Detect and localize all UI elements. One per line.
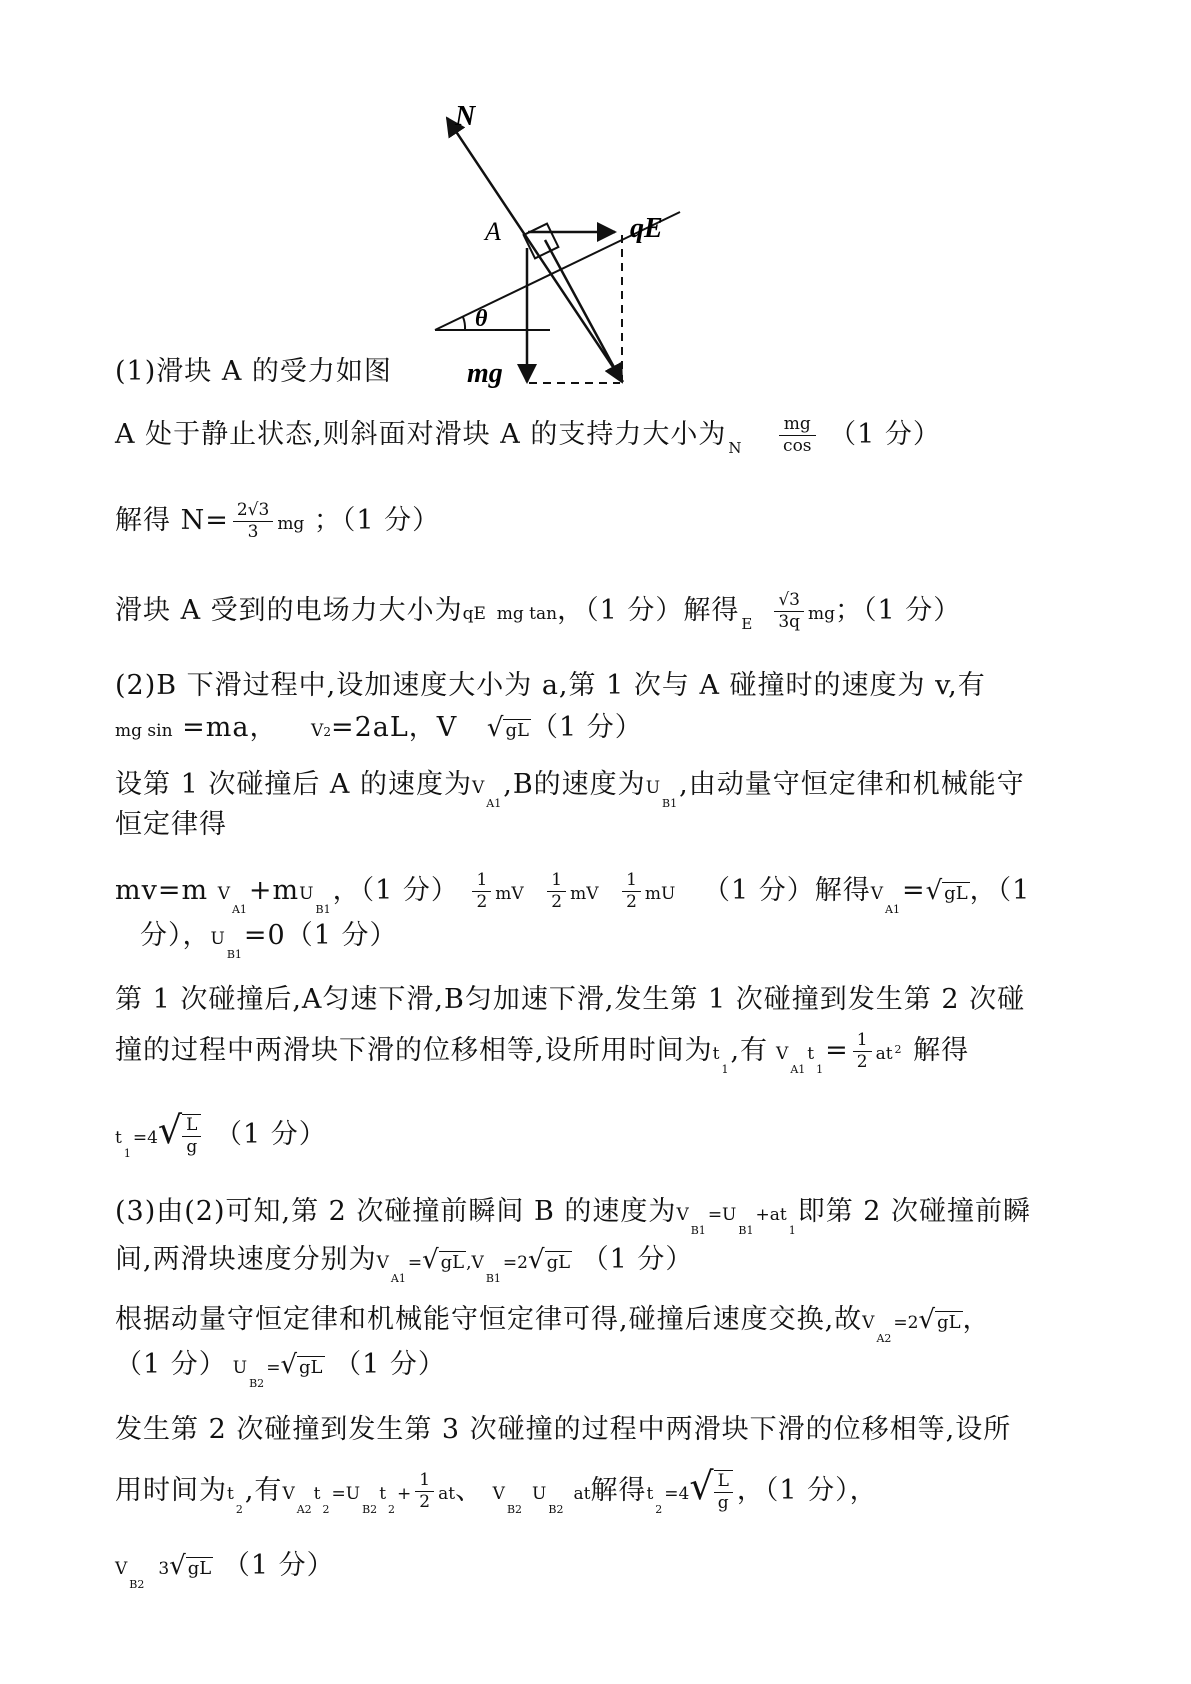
line-12: 撞的过程中两滑块下滑的位移相等,设所用时间为$t_1$,有 $V_{A1}t_1=$ $\frac{1}{2}$ at $^2$ 解得 — [115, 1030, 970, 1076]
fraction: $\frac{L}{g}$ — [714, 1470, 733, 1514]
line-7: 设第 1 次碰撞后 A 的速度为$V_{A1},B$的速度为$U_{B1}$,由动量守恒定律和机械能守 — [115, 769, 1025, 810]
fraction: $\frac{1}{2}$ — [547, 870, 566, 913]
label-theta: θ — [475, 306, 488, 332]
fraction: $\frac{√3}{3q}$ — [774, 590, 804, 633]
label-a: A — [485, 217, 501, 246]
line-10: 分），$U_{B1}=0(1$ 分） — [140, 920, 398, 961]
line-11: 第 1 次碰撞后,A匀速下滑,B匀加速下滑,发生第 1 次碰撞到发生第 2 次碰 — [115, 984, 1026, 1015]
fraction: $\frac{1}{2}$ — [415, 1470, 434, 1513]
angle-arc — [463, 317, 465, 330]
line-5: (2)B 下滑过程中,设加速度大小为 a,第 1 次与 A 碰撞时的速度为 v,有 — [115, 670, 986, 701]
line-4: 滑块 A 受到的电场力大小为qE mg tan，（1 分）解得 $_E$ $\frac{√3}{3q}$ mg；（1 分） — [115, 590, 962, 633]
line-15: 间,两滑块速度分别为$V_{A1}=√$ gL $,V_{B1}=2√$ gL （1 分） — [115, 1244, 694, 1285]
label-qe: qE — [630, 213, 663, 244]
line-8: 恒定律得 — [115, 809, 227, 840]
fraction: $\frac{1}{2}$ — [622, 870, 641, 913]
line-2: A 处于静止状态,则斜面对滑块 A 的支持力大小为 $_N$ $\frac{mg}{\cos}$ （1 分） — [115, 414, 941, 457]
line-18: 发生第 2 次碰撞到发生第 3 次碰撞的过程中两滑块下滑的位移相等,设所 — [115, 1414, 1012, 1445]
normal-force-arrow — [447, 118, 623, 382]
fraction: $\frac{1}{2}$ — [472, 870, 491, 913]
label-n: N — [455, 101, 476, 132]
line-14: (3)由(2)可知,第 2 次碰撞前瞬间 B 的速度为$V_{B1}=U_{B1}+at_1$即第 2 次碰撞前瞬 — [115, 1196, 1032, 1237]
fraction: $\frac{mg}{\cos}$ — [779, 414, 815, 457]
fraction: $\frac{L}{g}$ — [182, 1114, 201, 1158]
line-20: $V_{B2}3√$ gL （1 分） — [115, 1550, 335, 1591]
line-1: (1)滑块 A 的受力如图 — [115, 356, 392, 387]
line-13: $t_1=4√$ $\frac{L}{g}$ （1 分） — [115, 1108, 327, 1160]
line-9: mv=m $V_{A1}+mU_{B1}$，（1 分） $\frac{1}{2}$ mV $\frac{1}{2}$ mV $\frac{1}{2}$ mU （1 分）解得$V_{A1}=√$ gL，（1 — [115, 870, 1031, 916]
fraction: $\frac{2√3}{3}$ — [233, 500, 273, 543]
line-3: 解得 N= $\frac{2√3}{3}$ mg ；（1 分） — [115, 500, 441, 542]
fraction: $\frac{1}{2}$ — [853, 1030, 872, 1073]
line-19: 用时间为$t_2$,有$V_{A2}t_2=U_{B2}t_2+$ $\frac{1}{2}$ at、 $V_{B2}U_{B2}at$解得$t_2=4√$ $\frac{L}{g}$ ，（1 分）， — [115, 1464, 878, 1516]
line-6: mg sin =ma， V2=2aL，V √ gL（1 分） — [115, 712, 643, 743]
line-17: （1 分） $U_{B2}=√$ gL （1 分） — [115, 1349, 446, 1390]
line-16: 根据动量守恒定律和机械能守恒定律可得,碰撞后速度交换,故$V_{A2}=2√$ gL， — [115, 1304, 991, 1345]
label-mg: mg — [467, 358, 503, 389]
